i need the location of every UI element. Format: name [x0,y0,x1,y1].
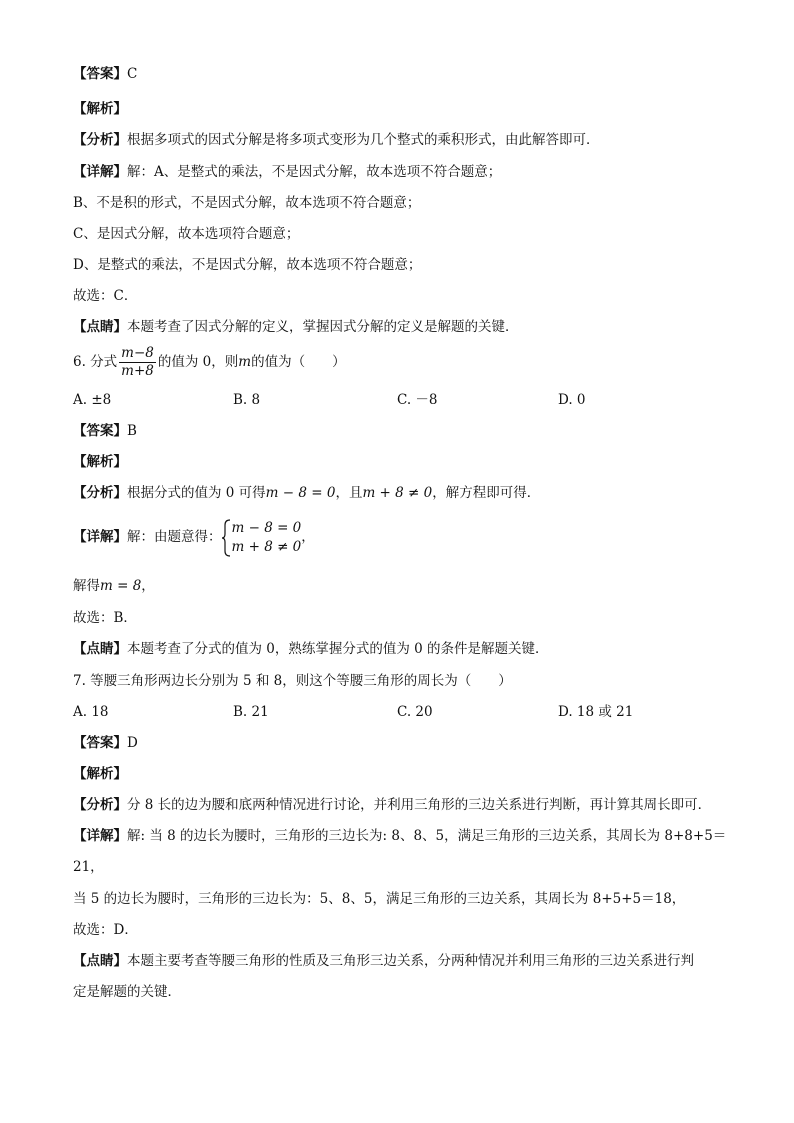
q6-answer-line: 【答案】B [73,423,137,439]
brace-icon [222,519,231,557]
option-d: D. 18 或 21 [558,704,634,720]
q7-stem: 7. 等腰三角形两边长分别为 5 和 8，则这个等腰三角形的周长为（ ） [73,673,512,689]
q7-detail-cont: 21， [73,859,104,875]
q7-answer-line: 【答案】D [73,735,138,751]
q5-answer-line [73,65,137,83]
answer-tag: 【答案】 [73,66,127,82]
q5-fenxi-line: 【分析】根据多项式的因式分解是将多项式变形为几个整式的乘积形式，由此解答即可． [73,132,600,148]
option-d: D. 0 [558,392,586,408]
q7-analysis-heading: 【解析】 [73,766,127,782]
q6-comment-line: 【点睛】本题考查了分式的值为 0，熟练掌握分式的值为 0 的条件是解题关键． [73,641,549,657]
equation-system: m − 8 = 0 m + 8 ≠ 0 [222,519,302,557]
option-b: B. 21 [233,704,269,720]
q7-line-5: 当 5 的边长为腰时，三角形的三边长为：5、8、5，满足三角形的三边关系，其周长为 8+5+5＝18， [73,891,686,907]
q7-options [73,703,733,721]
option-c: C. 20 [397,704,433,720]
q6-solve-line: 解得m = 8， [73,578,155,594]
q6-detail-line: 【详解】解：由题意得： m − 8 = 0 m + 8 ≠ 0 ， [73,519,315,555]
answer-value: C [127,66,138,82]
bracket-close: 】 [113,101,127,117]
q7-comment-line: 【点睛】本题主要考查等腰三角形的性质及三角形三边关系，分两种情况并利用三角形的三边关系进行判 [73,953,694,969]
q5-line-c: C、是因式分解，故本选项符合题意； [73,226,300,242]
q6-analysis-heading: 【解析】 [73,454,127,470]
q5-analysis-heading: 【解析】 [73,101,127,117]
option-c: C. －8 [397,392,438,408]
q7-comment-cont: 定是解题的关键． [73,984,181,1000]
fraction: $\frac{m-8}{m+8}$ [121,345,154,379]
q5-comment-line: 【点睛】本题考查了因式分解的定义，掌握因式分解的定义是解题的关键． [73,319,519,335]
q5-line-b: B、不是积的形式，不是因式分解，故本选项不符合题意； [73,195,421,211]
q5-line-d: D、是整式的乘法，不是因式分解，故本选项不符合题意； [73,257,422,273]
option-a: A. ±8 [73,392,112,408]
q7-detail-line: 【详解】解: 当 8 的边长为腰时，三角形的三边长为: 8、8、5，满足三角形的三边关系，其周长为 8+8+5＝ [73,828,727,844]
q6-options [73,391,733,409]
q6-choose-line: 故选：B． [73,610,137,626]
q5-choose-line: 故选：C． [73,288,138,304]
option-b: B. 8 [233,392,261,408]
q6-fenxi-line: 【分析】根据分式的值为 0 可得m − 8 = 0，且m + 8 ≠ 0，解方程即可得． [73,485,541,501]
q7-fenxi-line: 【分析】分 8 长的边为腰和底两种情况进行讨论，并利用三角形的三边关系进行判断，再计算其周长即可． [73,797,712,813]
option-a: A. 18 [73,704,109,720]
q6-stem: 6. 分式 $\frac{m-8}{m+8}$ 的值为 0，则m的值为（ ） [73,345,346,379]
q5-detail-line: 【详解】解：A、是整式的乘法，不是因式分解，故本选项不符合题意； [73,164,502,180]
q7-choose-line: 故选：D． [73,922,138,938]
bracket-open: 【 [73,101,87,117]
